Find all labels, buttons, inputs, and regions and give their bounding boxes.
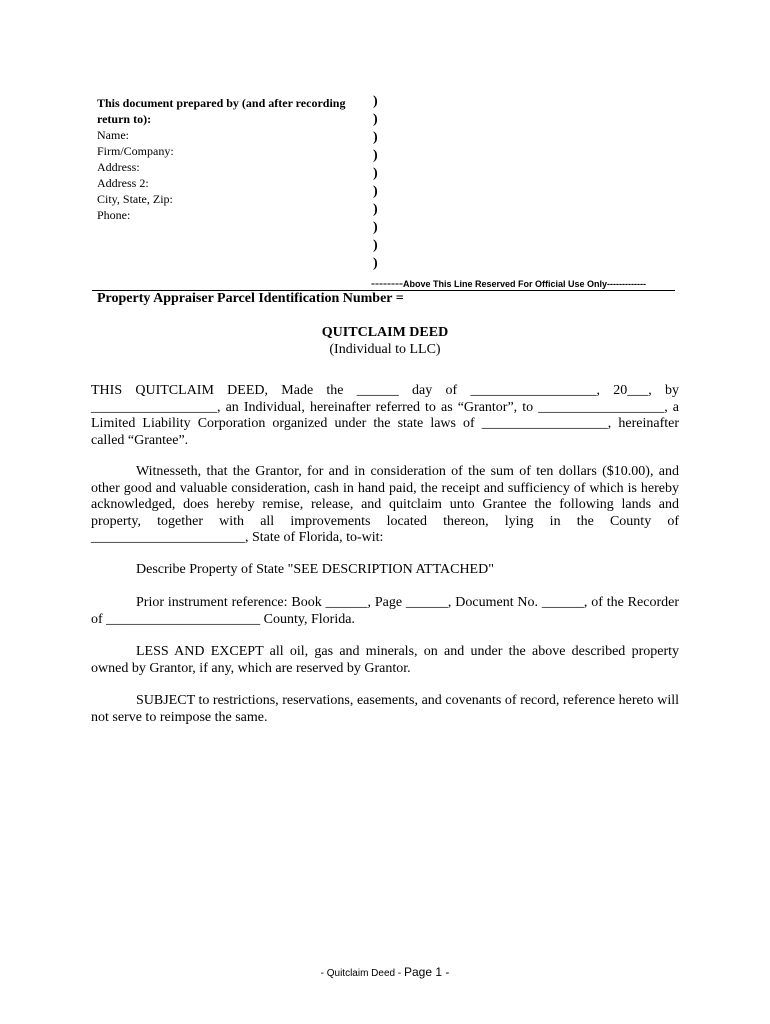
parenthesis-column [373,93,378,273]
official-use-lead-dashes: -------- [371,276,403,290]
preparer-address2-label: Address 2: [97,176,149,190]
preparer-phone-label: Phone: [97,208,131,222]
parenthesis: ) [373,166,378,181]
parenthesis: ) [373,112,378,127]
property-description-paragraph: Describe Property of State "SEE DESCRIPTION ATTACHED" [136,562,494,577]
official-use-line [371,276,646,291]
prior-instrument-paragraph: Prior instrument reference: Book ______, Page ______, Document No. ______, of the Recorder of ______________________ County, Florida. [91,595,679,627]
parenthesis: ) [373,238,378,253]
less-and-except-paragraph: LESS AND EXCEPT all oil, gas and minerals, on and under the above described property owned by Grantor, if any, which are reserved by Grantor. [91,644,679,676]
official-use-trail-dashes: ------------- [607,279,646,289]
preparer-firm-label: Firm/Company: [97,144,174,158]
deed-intro-paragraph: THIS QUITCLAIM DEED, Made the ______ day of __________________, 20___, by __________________, an Individual, hereinafter referred to as “Grantor”, to __________________, a Limited Liability Corporation organized under the state laws of __________________, hereinafter called “Grantee”. [91,383,679,448]
preparer-city-state-zip-label: City, State, Zip: [97,192,173,206]
preparer-name-label: Name: [97,128,129,142]
footer-page-number: Page 1 - [403,965,450,979]
footer-label: - Quitclaim Deed - [320,968,404,979]
parenthesis: ) [373,148,378,163]
deed-title: QUITCLAIM DEED [321,325,449,340]
parenthesis: ) [373,256,378,271]
witnesseth-paragraph: Witnesseth, that the Grantor, for and in consideration of the sum of ten dollars ($10.00), and other good and valuable consideration, cash in hand paid, the receipt and sufficiency of which is hereby acknowledged, does hereby remise, release, and quitclaim unto Grantee the following lands and property, together with all improvements located thereon, lying in the County of ______________________, State of Florida, to-wit: [91,464,679,545]
preparer-title: This document prepared by (and after recording return to): [97,96,346,126]
subject-to-paragraph: SUBJECT to restrictions, reservations, easements, and covenants of record, reference hereto will not serve to reimpose the same. [91,693,679,725]
preparer-block [97,95,372,223]
parenthesis: ) [373,184,378,199]
official-use-text: Above This Line Reserved For Official Use Only [402,279,608,289]
parenthesis: ) [373,202,378,217]
parenthesis: ) [373,130,378,145]
preparer-address-label: Address: [97,160,140,174]
parcel-id-label: Property Appraiser Parcel Identification Number = [97,291,404,306]
deed-subtitle: (Individual to LLC) [329,342,441,357]
page-footer [0,965,770,979]
parenthesis: ) [373,94,378,109]
parenthesis: ) [373,220,378,235]
